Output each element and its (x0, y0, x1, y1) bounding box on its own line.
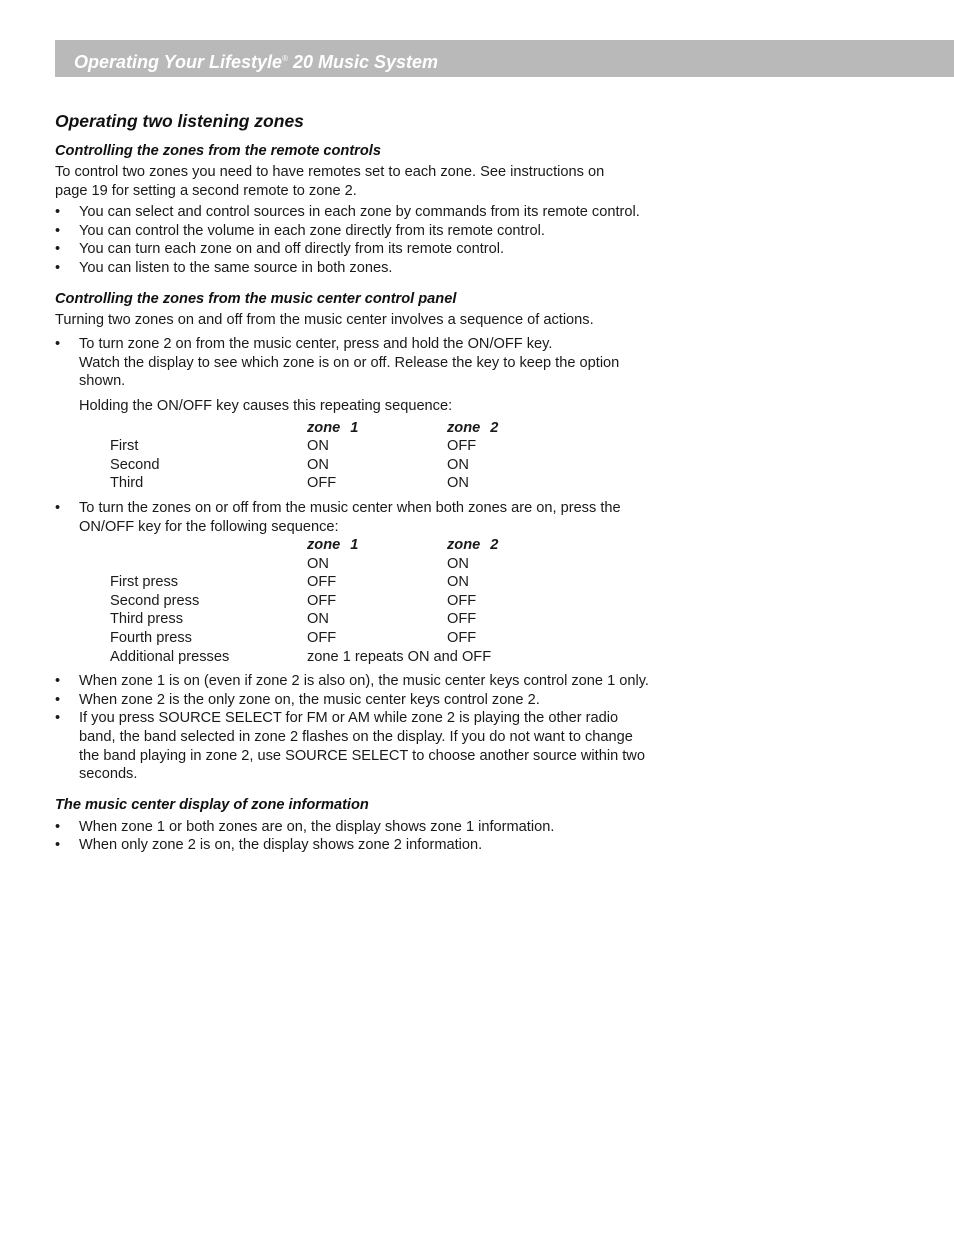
table-cell: ON (447, 555, 469, 572)
list-item: • If you press SOURCE SELECT for FM or AM while zone 2 is playing the other radio band, the band selected in zone 2 flashes on the display. If you do not want to change the band playing in zone 2, use SOURCE SELECT to choose another source within two seconds. (55, 709, 675, 783)
table-cell: OFF (307, 630, 337, 647)
table-cell: zone 1 repeats ON and OFF (307, 648, 492, 665)
list-item: • You can control the volume in each zone directly from its remote control. (55, 222, 675, 241)
table-header-cell: zone 2 (447, 537, 499, 554)
panel-bullet-list-2 (55, 499, 675, 536)
table-header-cell: zone 2 (447, 419, 499, 436)
table-row (110, 474, 675, 493)
list-item: • When zone 1 or both zones are on, the display shows zone 1 information. (55, 818, 675, 837)
table-row (110, 437, 675, 456)
table-header-row (110, 419, 675, 438)
table-cell: OFF (447, 611, 477, 628)
table-cell (110, 555, 307, 574)
table-cell: Third press (110, 611, 183, 628)
display-bullet-list (55, 818, 675, 855)
table-cell: ON (307, 611, 329, 628)
table-header-cell: zone 1 (307, 537, 359, 554)
table-row (110, 555, 675, 574)
table-header-cell (110, 536, 307, 555)
table-row (110, 592, 675, 611)
table-cell: Fourth press (110, 630, 192, 647)
hold-note: Holding the ON/OFF key causes this repeating sequence: (79, 397, 453, 414)
table-cell: OFF (307, 592, 337, 609)
table-cell: ON (447, 574, 469, 591)
panel-heading: Controlling the zones from the music center control panel (55, 290, 457, 307)
sequence-table-hold (110, 419, 675, 493)
table-cell: OFF (447, 630, 477, 647)
table-header-cell (110, 419, 307, 438)
table-cell: OFF (447, 592, 477, 609)
remote-heading: Controlling the zones from the remote controls (55, 143, 381, 159)
table-row (110, 648, 675, 667)
table-header-row (110, 536, 675, 555)
table-cell: Third (110, 475, 144, 492)
table-cell: ON (307, 555, 329, 572)
list-item: • When zone 2 is the only zone on, the music center keys control zone 2. (55, 691, 675, 710)
remote-bullet-list (55, 203, 675, 277)
table-cell: OFF (307, 574, 337, 591)
panel-bullet-list-3 (55, 672, 675, 784)
list-item: • When only zone 2 is on, the display shows zone 2 information. (55, 836, 675, 855)
remote-intro: To control two zones you need to have remotes set to each zone. See instructions on page 19 for setting a second remote to zone 2. (55, 164, 605, 199)
table-cell: Additional presses (110, 648, 230, 665)
page-content (55, 110, 675, 855)
list-item: • You can select and control sources in each zone by commands from its remote control. (55, 203, 675, 222)
table-cell: First (110, 438, 139, 455)
panel-bullet-list-1 (55, 335, 675, 391)
list-item: • To turn zone 2 on from the music center, press and hold the ON/OFF key. Watch the display to see which zone is on or off. Release the key to keep the option shown. (55, 335, 675, 391)
table-cell: ON (447, 475, 469, 492)
sequence-table-press (110, 536, 675, 666)
list-item: • When zone 1 is on (even if zone 2 is also on), the music center keys control zone 1 only. (55, 672, 675, 691)
table-cell: First press (110, 574, 179, 591)
page-header-title: Operating Your Lifestyle® 20 Music System (74, 52, 439, 72)
list-item: • To turn the zones on or off from the music center when both zones are on, press the ON/OFF key for the following sequence: (55, 499, 675, 536)
table-cell: ON (447, 456, 469, 473)
table-cell: Second (110, 456, 160, 473)
table-row (110, 629, 675, 648)
table-row (110, 610, 675, 629)
table-header-cell: zone 1 (307, 419, 359, 436)
table-row (110, 456, 675, 475)
list-item: • You can listen to the same source in both zones. (55, 259, 675, 278)
list-item: • You can turn each zone on and off directly from its remote control. (55, 240, 675, 259)
table-cell: OFF (307, 475, 337, 492)
panel-intro: Turning two zones on and off from the music center involves a sequence of actions. (55, 311, 594, 328)
table-cell: Second press (110, 592, 200, 609)
table-cell: ON (307, 438, 329, 455)
table-cell: OFF (447, 438, 477, 455)
table-row (110, 573, 675, 592)
table-cell: ON (307, 456, 329, 473)
header-banner (55, 40, 954, 77)
display-heading: The music center display of zone information (55, 796, 369, 813)
section-title: Operating two listening zones (55, 111, 304, 131)
